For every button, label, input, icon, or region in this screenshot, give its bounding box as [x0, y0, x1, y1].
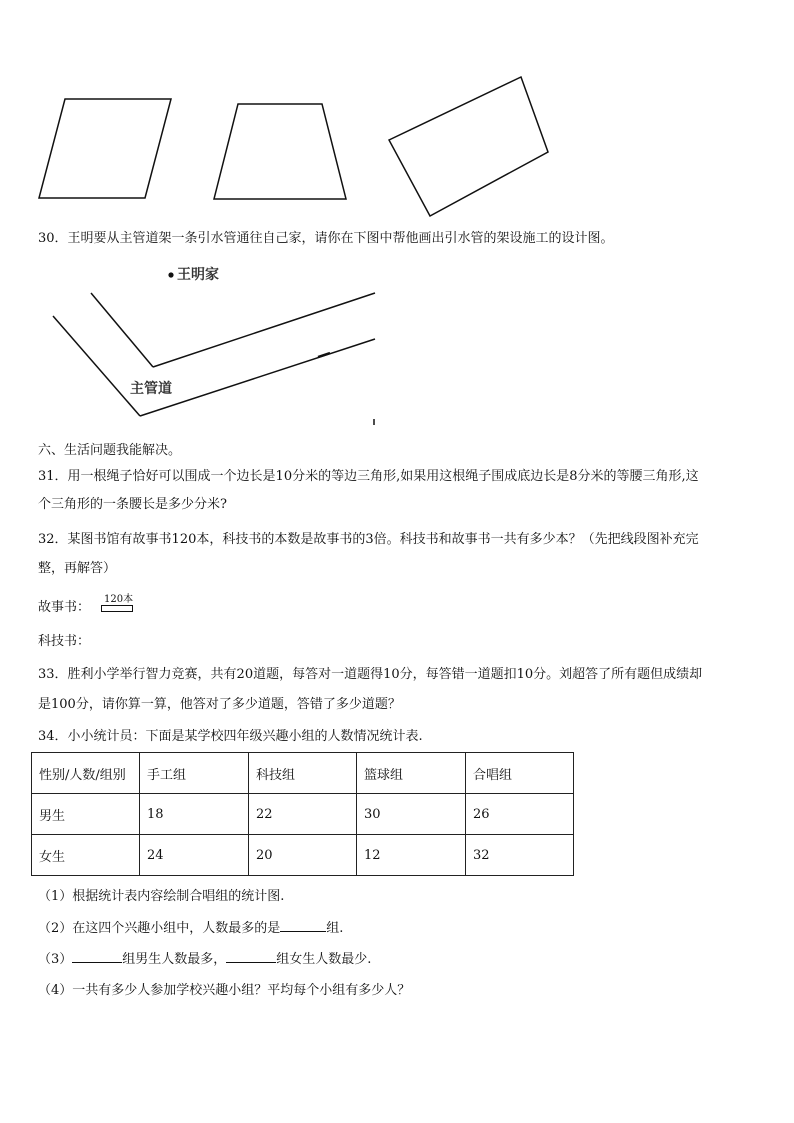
pipe-outer-run: [140, 339, 375, 416]
sub3-text-b: 组男生人数最多，: [122, 952, 227, 967]
question-34-sub1: （1）根据统计表内容绘制合唱组的统计图.: [38, 889, 285, 904]
story-book-label: 故事书：: [38, 600, 91, 615]
table-header-row: [32, 753, 574, 794]
pipe-outer-slope: [53, 316, 140, 416]
header-cell: 手工组: [140, 753, 249, 794]
stats-table: [31, 752, 574, 876]
house-dot-icon: [168, 272, 173, 277]
table-cell: 26: [466, 794, 574, 835]
header-cell: 性别/人数/组别: [32, 753, 140, 794]
pipe-label: 主管道: [130, 381, 172, 397]
shapes-figure: [0, 0, 794, 225]
question-34-sub4: （4）一共有多少人参加学校兴趣小组？平均每个小组有多少人？: [38, 983, 411, 998]
table-cell: 20: [249, 835, 357, 876]
table-cell: 18: [140, 794, 249, 835]
rotated-rectangle-shape: [389, 77, 548, 216]
table-row: [32, 835, 574, 876]
question-31-line2: 个三角形的一条腰长是多少分米?: [38, 497, 227, 512]
answer-blank[interactable]: [72, 950, 122, 963]
table-cell: 12: [357, 835, 466, 876]
question-34-sub2: [38, 919, 343, 937]
sub2-text-a: （2）在这四个兴趣小组中，人数最多的是: [38, 921, 281, 936]
section-6-title: 六、生活问题我能解决。: [38, 443, 182, 458]
science-book-label: 科技书：: [38, 634, 91, 649]
question-33-line1: 33．胜利小学举行智力竞赛，共有20道题，每答对一道题得10分，每答错一道题扣10分。刘超答了所有题但成绩却: [38, 667, 703, 682]
question-31-line1: 31．用一根绳子恰好可以围成一个边长是10分米的等边三角形,如果用这根绳子围成底边长是8分米的等腰三角形,这: [38, 469, 699, 484]
question-32-line2: 整，再解答）: [38, 561, 117, 576]
story-segment-bar: [101, 605, 133, 612]
answer-blank[interactable]: [280, 919, 326, 932]
question-32-line1: 32．某图书馆有故事书120本，科技书的本数是故事书的3倍。科技书和故事书一共有多少本？（先把线段图补充完: [38, 532, 699, 547]
question-34-intro: 34．小小统计员：下面是某学校四年级兴趣小组的人数情况统计表.: [38, 729, 423, 744]
table-cell: 22: [249, 794, 357, 835]
question-34-sub3: [38, 950, 371, 968]
sub3-text-a: （3）: [38, 952, 73, 967]
table-row: [32, 794, 574, 835]
sub2-text-b: 组.: [326, 921, 344, 936]
header-cell: 合唱组: [466, 753, 574, 794]
trapezoid-shape: [214, 104, 346, 199]
pipe-inner-run: [153, 293, 375, 367]
pipe-inner-slope: [91, 293, 153, 367]
sub3-text-c: 组女生人数最少.: [276, 952, 372, 967]
header-cell: 科技组: [249, 753, 357, 794]
row-label: 男生: [32, 794, 140, 835]
question-33-line2: 是100分，请你算一算，他答对了多少道题，答错了多少道题？: [38, 697, 401, 712]
story-segment-label: 120本: [104, 594, 134, 605]
row-label: 女生: [32, 835, 140, 876]
header-cell: 篮球组: [357, 753, 466, 794]
table-cell: 30: [357, 794, 466, 835]
house-label: 王明家: [177, 267, 219, 283]
table-cell: 32: [466, 835, 574, 876]
answer-blank[interactable]: [226, 950, 276, 963]
table-cell: 24: [140, 835, 249, 876]
parallelogram-shape: [39, 99, 171, 198]
question-30: 30．王明要从主管道架一条引水管通往自己家，请你在下图中帮他画出引水管的架设施工的设计图。: [38, 231, 614, 246]
